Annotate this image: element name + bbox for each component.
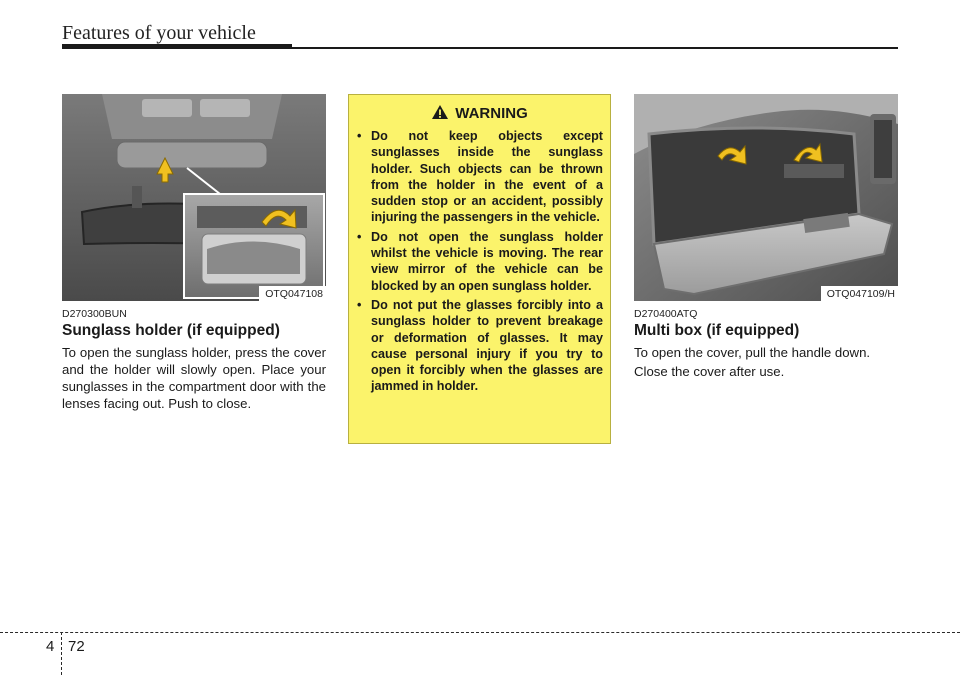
footer-rule [0,632,960,633]
warning-item-text: Do not open the sunglass holder whilst the vehicle is moving. The rear view mirror of the vehicle can be blocked by an open sunglass holder. [371,229,603,293]
warning-list [357,128,603,398]
warning-title: WARNING [455,105,528,122]
body-line: To open the cover, pull the handle down. [634,345,871,360]
body-paragraph: To open the sunglass holder, press the cover and the holder will slowly open. Place your sunglasses in the compartment door with the lenses facing out. Push to close. [62,345,326,411]
multi-box-photo [634,94,898,301]
bullet: • [357,129,362,143]
header-rule-thin [292,47,898,49]
footer-divider [61,632,62,675]
header-rule-thick [62,44,292,49]
chapter-number: 4 [46,638,55,655]
sunglass-holder-photo [62,94,326,301]
section-heading: Multi box (if equipped) [634,322,800,339]
content-code: D270300BUN [62,308,127,320]
sunglass-holder-illustration [62,94,326,301]
photo-caption: OTQ047108 [259,286,326,301]
bullet: • [357,229,362,244]
section-title: Features of your vehicle [62,22,256,44]
warning-item-text: Do not keep objects except sunglasses inside the sunglass holder. Such objects can be thrown from the holder in the event of a sudden stop or an accident, possibly injuring the passengers in the vehicle. [371,129,603,225]
warning-header [349,104,610,122]
body-line: Close the cover after use. [634,364,785,379]
page-number: 72 [68,638,85,655]
multi-box-illustration [634,94,898,301]
warning-item [357,297,603,395]
warning-box [348,94,611,444]
warning-triangle-icon [431,104,449,120]
warning-item-text: Do not put the glasses forcibly into a sunglass holder to prevent breakage or deformation of glasses. It may cause personal injury if you try to open it forcibly when the glasses are jammed in holder. [371,297,603,394]
section-heading: Sunglass holder (if equipped) [62,322,280,339]
content-code: D270400ATQ [634,308,698,320]
bullet: • [357,297,362,312]
photo-caption: OTQ047109/H [821,286,898,301]
warning-item [357,128,603,226]
warning-item [357,229,603,294]
